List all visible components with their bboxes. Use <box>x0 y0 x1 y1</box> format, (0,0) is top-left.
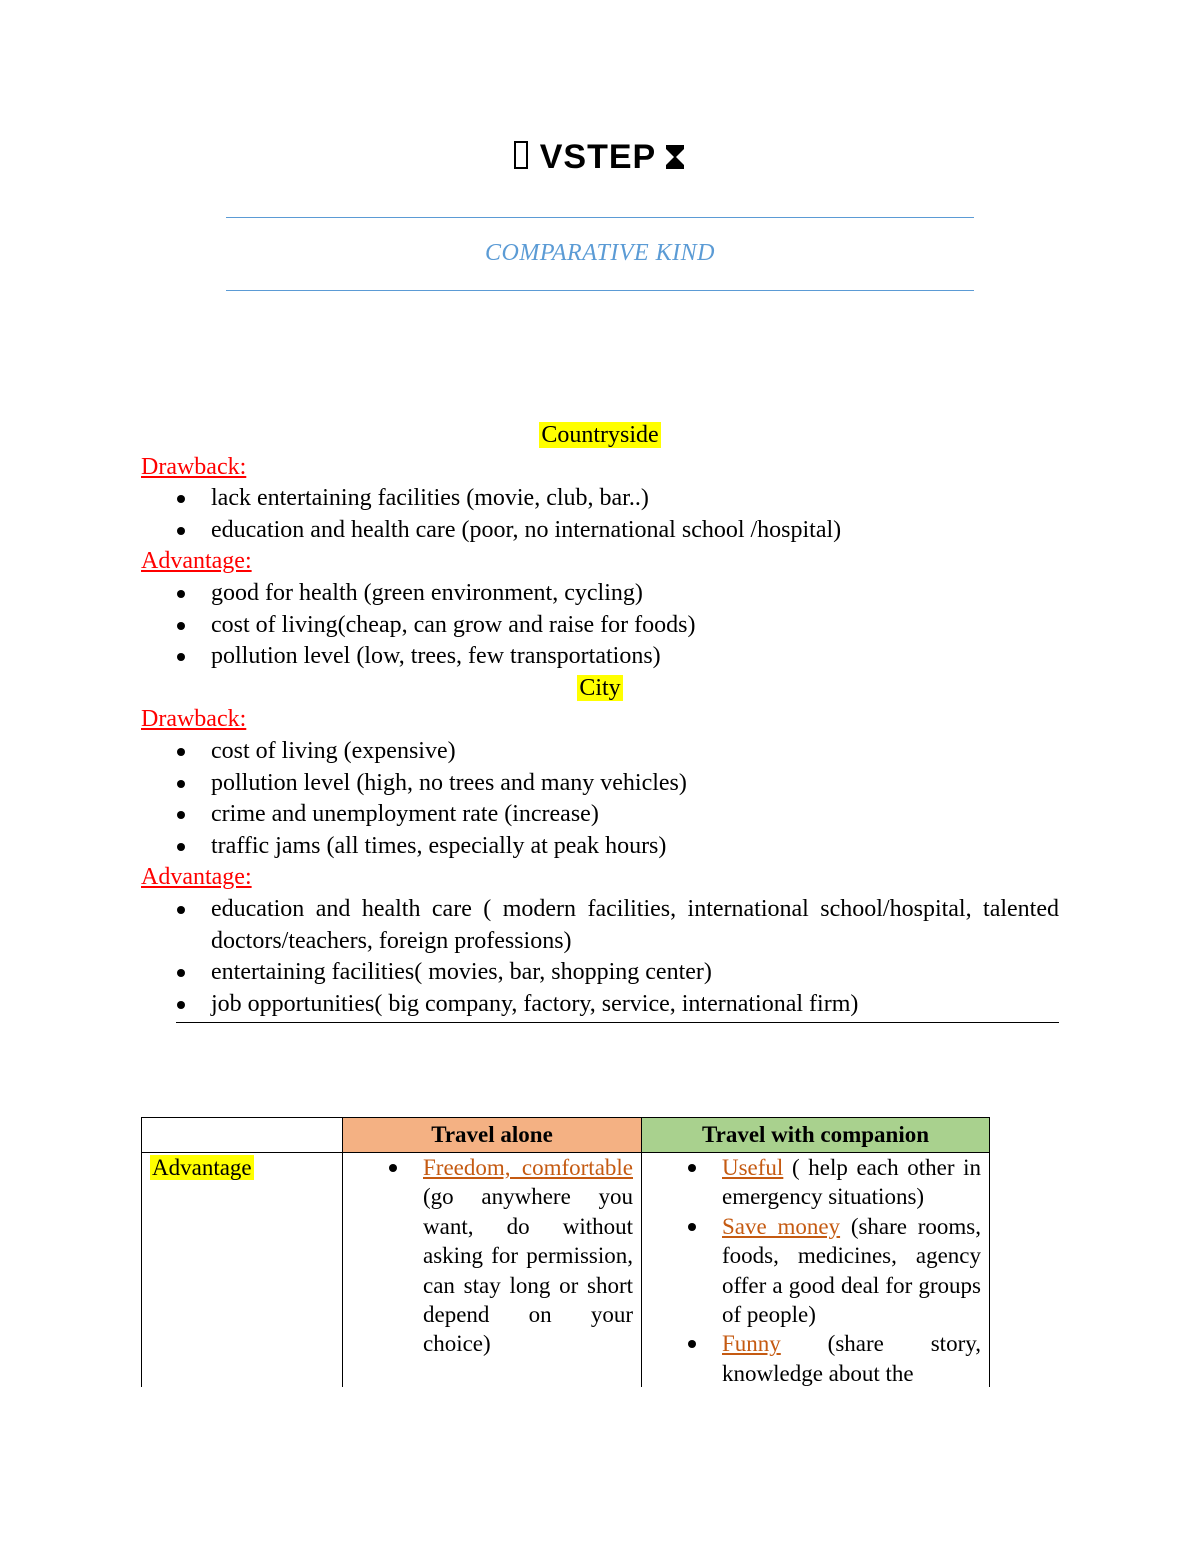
detail-text: (go anywhere you want, do without asking for permission, can stay long or short depend on your choice) <box>423 1184 633 1357</box>
list-item: cost of living (expensive) <box>211 736 1059 768</box>
title-text: VSTEP <box>539 138 657 176</box>
header-travel-alone: Travel alone <box>343 1118 642 1153</box>
section-heading-city: City <box>579 674 621 701</box>
city-advantage-list <box>141 894 1059 989</box>
key-term: Freedom, comfortable <box>423 1155 633 1180</box>
list-item: education and health care ( modern facilities, international school/hospital, talented doctors/teachers, foreign professions) <box>211 894 1059 957</box>
city-advantage-label: Advantage: <box>141 864 252 891</box>
key-term: Useful <box>722 1155 784 1180</box>
section-heading-countryside: Countryside <box>541 422 659 448</box>
header-travel-companion: Travel with companion <box>642 1118 990 1153</box>
document-title <box>0 138 1200 177</box>
countryside-advantage-list <box>141 578 1059 673</box>
list-item: crime and unemployment rate (increase) <box>211 799 1059 831</box>
key-term: Save money <box>722 1213 841 1239</box>
detail-text: (share rooms, foods, medicines, agency offer a good deal for groups of people) <box>722 1213 981 1328</box>
countryside-drawback-label: Drawback: <box>141 453 247 480</box>
list-item <box>722 1329 981 1387</box>
hourglass-icon <box>664 144 686 170</box>
last-item-with-rule <box>176 989 1059 1024</box>
list-item: traffic jams (all times, especially at peak hours) <box>211 831 1059 863</box>
subtitle: COMPARATIVE KIND <box>485 240 715 266</box>
list-item: entertaining facilities( movies, bar, shopping center) <box>211 957 1059 989</box>
list-item: pollution level (low, trees, few transportations) <box>211 641 1059 673</box>
list-item: education and health care (poor, no international school /hospital) <box>211 515 1059 547</box>
row-label-advantage: Advantage <box>142 1153 343 1388</box>
list-item: good for health (green environment, cycling) <box>211 578 1059 610</box>
countryside-drawback-list <box>141 483 1059 546</box>
table-row <box>142 1153 990 1388</box>
key-term: Funny <box>722 1331 781 1357</box>
travel-companion-list <box>650 1153 981 1387</box>
cell-travel-alone <box>343 1153 642 1388</box>
top-divider <box>226 217 974 218</box>
list-item: cost of living(cheap, can grow and raise for foods) <box>211 610 1059 642</box>
header-cell-empty <box>142 1118 343 1153</box>
list-item <box>423 1153 633 1359</box>
list-item: lack entertaining facilities (movie, club, bar..) <box>211 483 1059 515</box>
table-header-row <box>142 1118 990 1153</box>
list-item: job opportunities( big company, factory, service, international firm) <box>211 989 1059 1021</box>
cell-travel-companion <box>642 1153 990 1388</box>
list-item <box>722 1212 981 1330</box>
bottom-divider <box>226 290 974 291</box>
list-item <box>722 1153 981 1212</box>
city-drawback-list <box>141 736 1059 862</box>
notes-body <box>141 420 1059 1023</box>
countryside-advantage-label: Advantage: <box>141 548 252 575</box>
comparison-table <box>141 1117 990 1387</box>
detail-text: (share story, knowledge about the <box>722 1331 981 1386</box>
travel-alone-list <box>351 1153 633 1359</box>
box-icon <box>514 141 528 169</box>
list-item: pollution level (high, no trees and many vehicles) <box>211 768 1059 800</box>
detail-text: ( help each other in emergency situations) <box>722 1155 981 1210</box>
city-drawback-label: Drawback: <box>141 706 247 733</box>
